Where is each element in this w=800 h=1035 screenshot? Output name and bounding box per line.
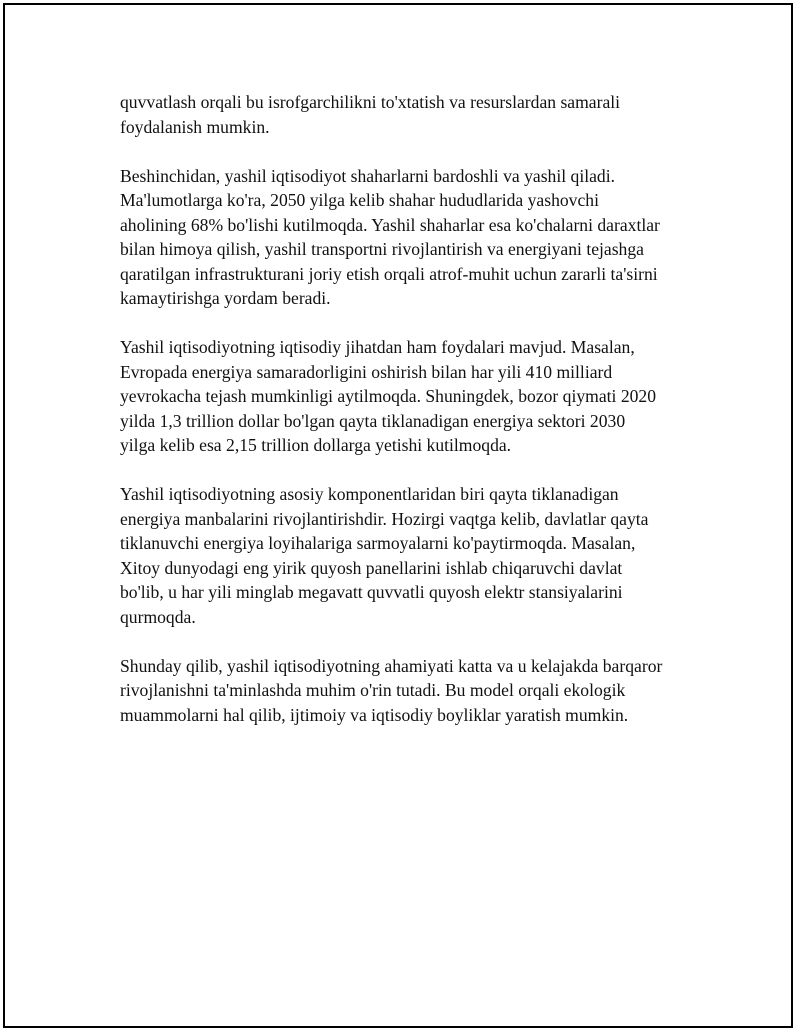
text-line: qurmoqda. [120,606,196,627]
text-line: Evropada energiya samaradorligini oshirish bilan har yili 410 milliard [120,361,613,382]
document-page [3,3,793,1028]
paragraph [120,482,700,629]
text-line: aholining 68% bo'lishi kutilmoqda. Yashil shaharlar esa ko'chalarni daraxtlar [120,214,660,235]
paragraph [120,90,700,139]
text-line: rivojlanishni ta'minlashda muhim o'rin tutadi. Bu model orqali ekologik [120,680,626,700]
text-line: Yashil iqtisodiyotning iqtisodiy jihatdan ham foydalari mavjud. Masalan, [120,337,635,357]
paragraph [120,164,700,311]
text-line: muammolarni hal qilib, ijtimoiy va iqtisodiy boyliklar yaratish mumkin. [120,704,629,725]
text-line: Beshinchidan, yashil iqtisodiyot shaharlarni bardoshli va yashil qiladi. [120,165,615,186]
paragraph [120,654,700,728]
text-line: energiya manbalarini rivojlantirishdir. Hozirgi vaqtga kelib, davlatlar qayta [120,508,649,529]
text-line: foydalanish mumkin. [120,116,270,137]
text-line: yilda 1,3 trillion dollar bo'lgan qayta tiklanadigan energiya sektori 2030 [120,410,626,431]
text-line: yevrokacha tejash mumkinligi aytilmoqda. Shuningdek, bozor qiymati 2020 [120,386,657,406]
text-line: yilga kelib esa 2,15 trillion dollarga yetishi kutilmoqda. [120,435,512,455]
text-line: Shunday qilib, yashil iqtisodiyotning ahamiyati katta va u kelajakda barqaror [120,655,663,676]
text-line: Ma'lumotlarga ko'ra, 2050 yilga kelib shahar hududlarida yashovchi [120,190,599,210]
text-line: qaratilgan infrastrukturani joriy etish orqali atrof-muhit uchun zararli ta'sirni [120,263,658,284]
text-line: Xitoy dunyodagi eng yirik quyosh panellarini ishlab chiqaruvchi davlat [120,557,623,578]
text-line: tiklanuvchi energiya loyihalariga sarmoyalarni ko'paytirmoqda. Masalan, [120,533,636,553]
paragraph [120,335,700,458]
text-line: bilan himoya qilish, yashil transportni rivojlantirish va energiyani tejashga [120,239,644,259]
text-line: kamaytirishga yordam beradi. [120,288,331,308]
text-line: bo'lib, u har yili minglab megavatt quvvatli quyosh elektr stansiyalarini [120,582,623,602]
text-line: quvvatlash orqali bu isrofgarchilikni to'xtatish va resurslardan samarali [120,92,621,112]
document-body [120,90,700,752]
text-line: Yashil iqtisodiyotning asosiy komponentlaridan biri qayta tiklanadigan [120,484,619,504]
